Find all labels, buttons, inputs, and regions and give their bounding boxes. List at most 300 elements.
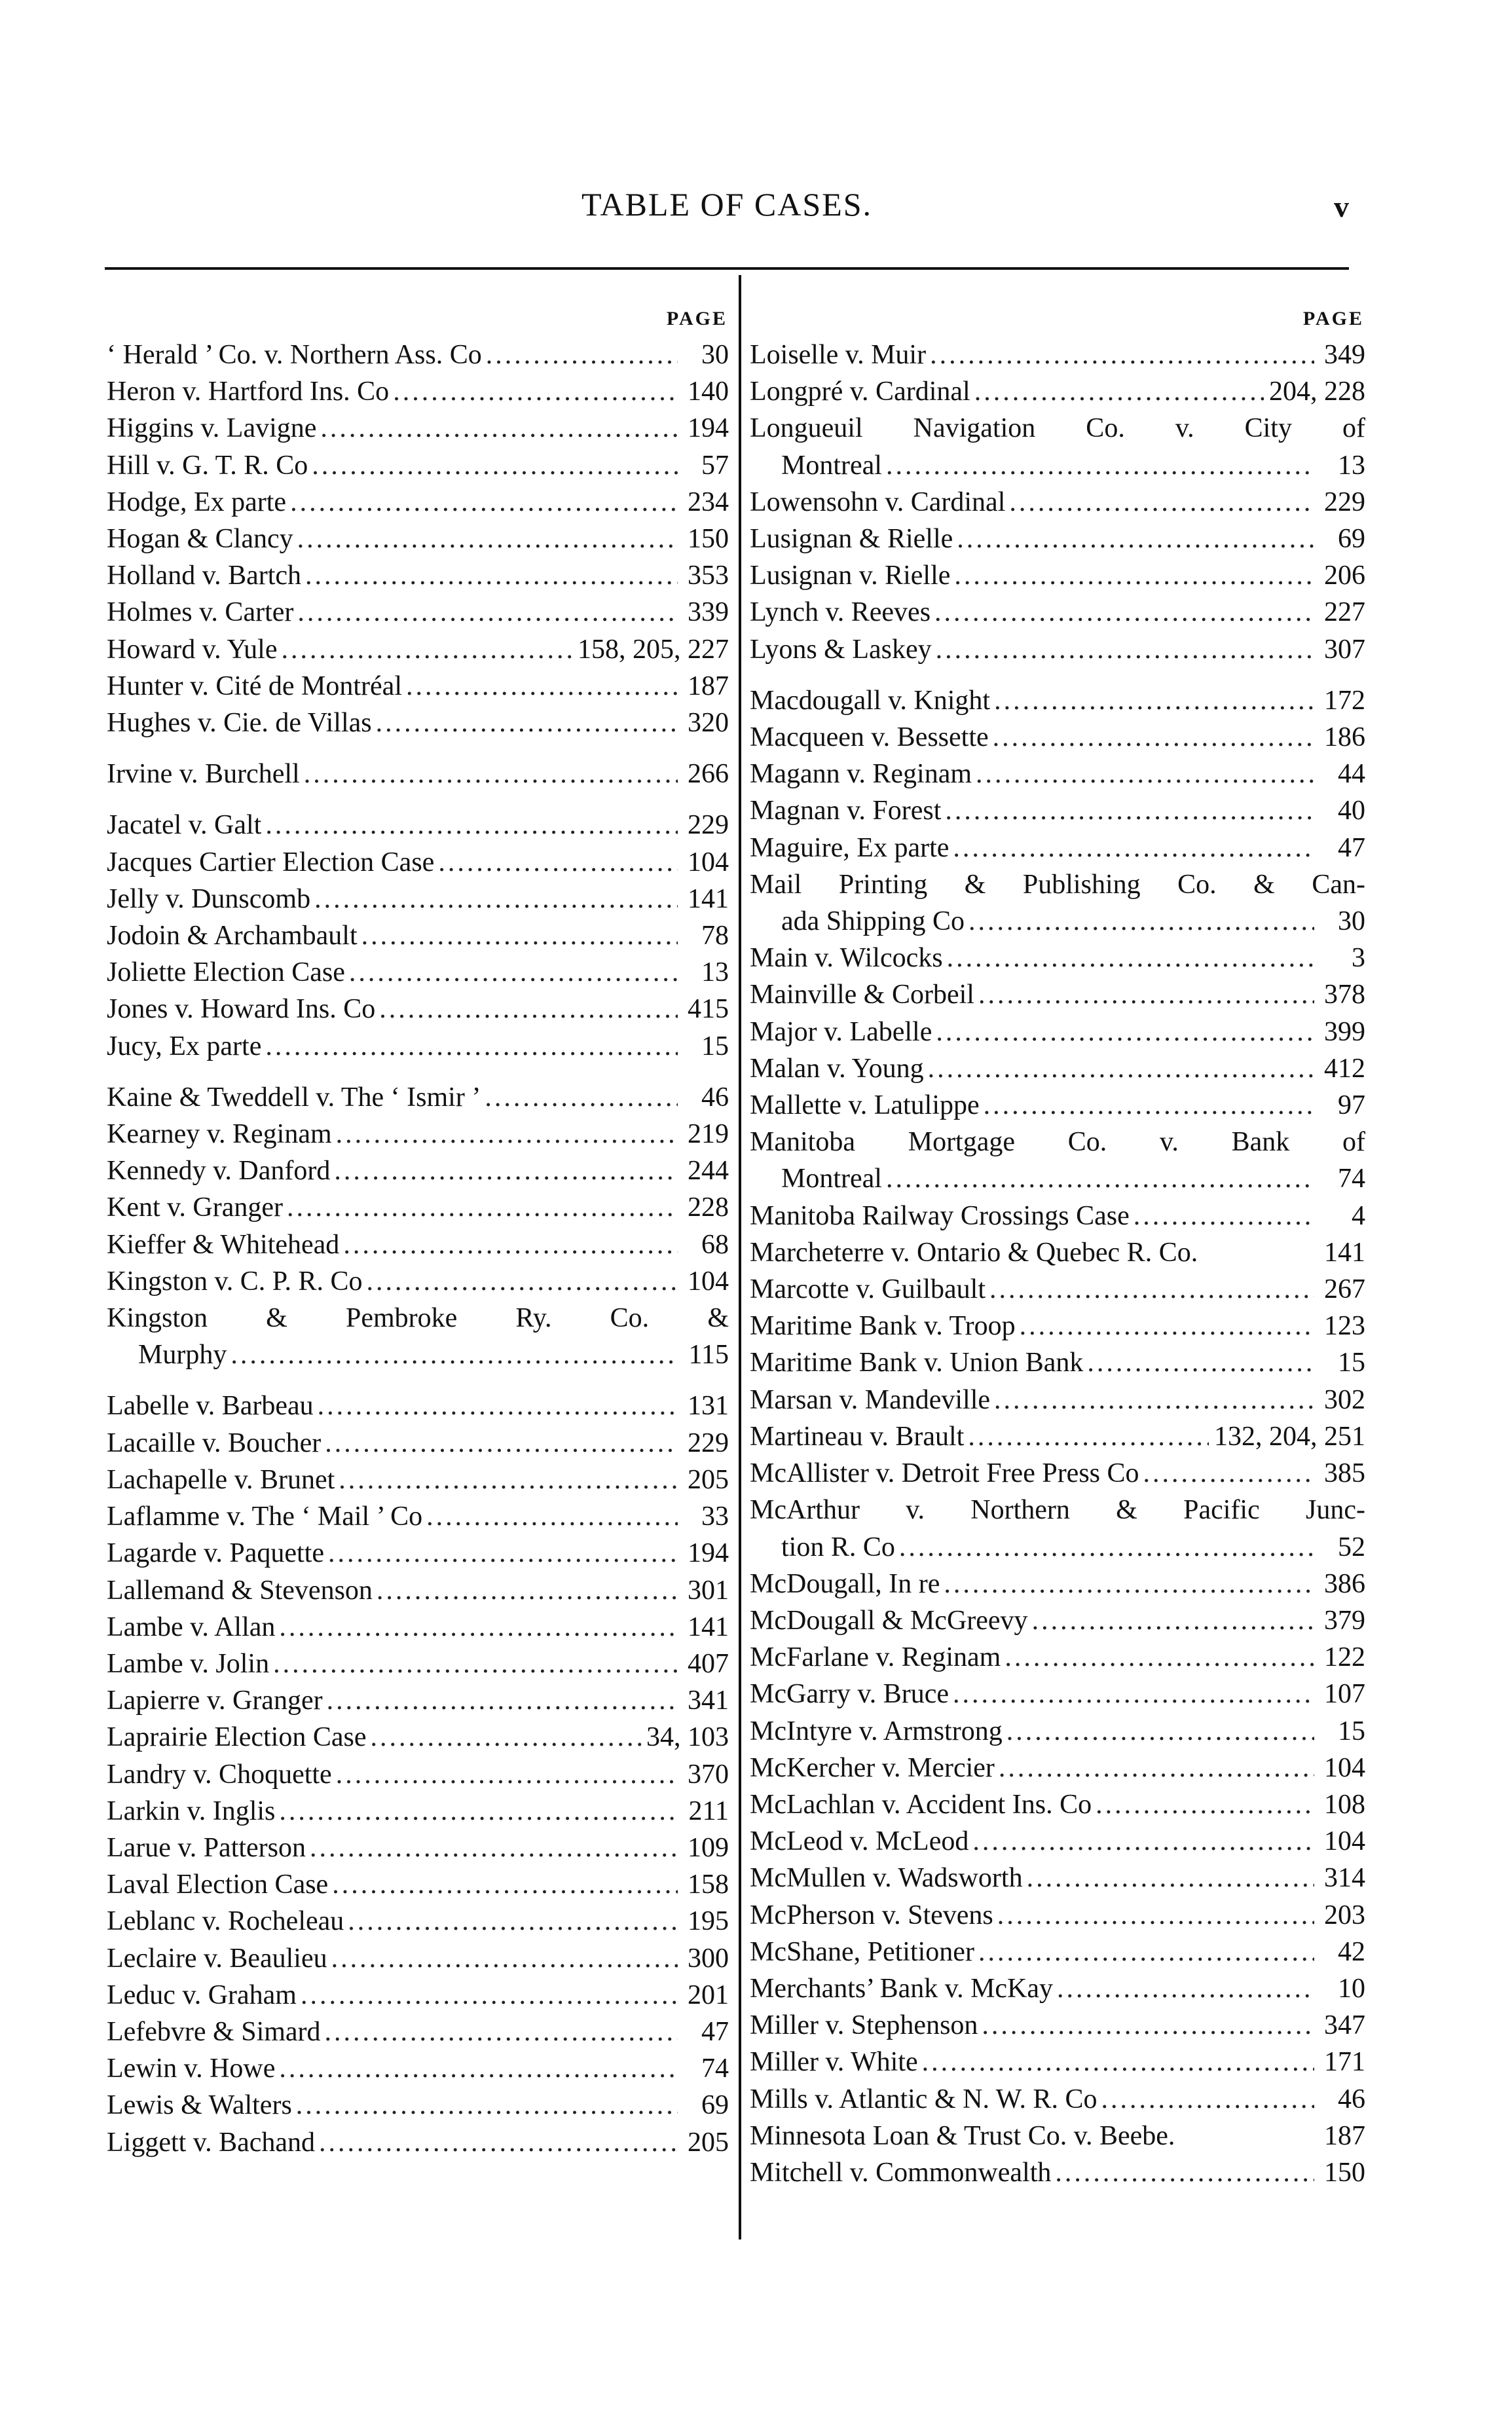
case-name: Lusignan v. Rielle: [750, 561, 951, 591]
case-name: McLeod v. McLeod: [750, 1826, 969, 1857]
case-page-number: 13: [1338, 450, 1365, 481]
case-page-number: 115: [688, 1340, 729, 1371]
case-page-number: 13: [701, 957, 729, 988]
case-name: Jacatel v. Galt: [107, 810, 262, 841]
dot-leader: [886, 1160, 1314, 1197]
case-entry: [750, 1382, 1365, 1418]
case-name: Jones v. Howard Ins. Co: [107, 994, 376, 1025]
case-page-number: 57: [701, 450, 729, 481]
dot-leader: [349, 954, 678, 991]
dot-leader: [273, 1646, 678, 1682]
section-gap: [107, 1373, 729, 1388]
dot-leader: [301, 1977, 678, 2014]
dot-leader: [982, 2007, 1314, 2044]
case-entry: [107, 2050, 729, 2087]
dot-leader: [279, 1793, 678, 1830]
case-name: Macqueen v. Bessette: [750, 722, 989, 753]
case-page-number: 15: [701, 1031, 729, 1061]
case-page-number: 229: [688, 810, 729, 841]
dot-leader: [327, 1682, 678, 1719]
case-entry: [107, 1152, 729, 1189]
case-page-number: 104: [688, 1266, 729, 1297]
right-column: [750, 308, 1365, 2191]
case-entry: [750, 682, 1365, 719]
dot-leader: [438, 844, 678, 881]
case-entry: [750, 1308, 1365, 1344]
case-name: Manitoba Railway Crossings Case: [750, 1200, 1130, 1231]
case-name: Jodoin & Archambault: [107, 921, 358, 951]
case-page-number: 150: [1324, 2157, 1365, 2188]
case-page-number: 370: [688, 1759, 729, 1790]
case-entry: [750, 719, 1365, 756]
dot-leader: [279, 1609, 678, 1646]
case-entry: [750, 1455, 1365, 1492]
case-page-number: 141: [688, 883, 729, 914]
dot-leader: [367, 1263, 678, 1300]
case-name: Leclaire v. Beaulieu: [107, 1943, 327, 1974]
case-entry: [107, 1977, 729, 2014]
case-entry: [107, 1866, 729, 1903]
case-entry: [107, 954, 729, 991]
case-page-number: 34, 103: [646, 1722, 729, 1753]
case-name: McGarry v. Bruce: [750, 1679, 949, 1710]
case-name: Lapierre v. Granger: [107, 1685, 323, 1716]
case-entry: [107, 2014, 729, 2050]
case-entry: [750, 1823, 1365, 1860]
case-entry: [750, 1087, 1365, 1124]
case-name: tion R. Co: [781, 1532, 895, 1562]
case-name: Leblanc v. Rocheleau: [107, 1906, 344, 1937]
case-entry: [107, 594, 729, 631]
dot-leader: [265, 807, 678, 843]
case-page-number: 78: [701, 921, 729, 951]
dot-leader: [968, 1418, 1209, 1455]
case-name: Labelle v. Barbeau: [107, 1391, 314, 1422]
dot-leader: [485, 1079, 678, 1116]
case-page-number: 386: [1324, 1568, 1365, 1599]
dot-leader: [994, 682, 1314, 719]
dot-leader: [279, 2050, 678, 2087]
dot-leader: [265, 1028, 678, 1065]
dot-leader: [1057, 1970, 1314, 2007]
case-name: Leduc v. Graham: [107, 1980, 297, 2010]
dot-leader: [936, 1014, 1314, 1050]
case-name: McIntyre v. Armstrong: [750, 1716, 1003, 1746]
dot-leader: [1143, 1455, 1314, 1492]
case-page-number: 244: [688, 1156, 729, 1187]
dot-leader: [989, 1271, 1314, 1308]
case-name: Lachapelle v. Brunet: [107, 1464, 335, 1495]
case-page-number: 194: [688, 1538, 729, 1569]
dot-leader: [332, 1866, 678, 1903]
column-divider: [739, 275, 741, 2239]
case-page-number: 320: [688, 708, 729, 739]
page-header: [105, 185, 1349, 231]
dot-leader: [325, 1425, 678, 1462]
case-page-number: 3: [1352, 943, 1365, 974]
case-page-number: 150: [688, 524, 729, 555]
case-page-number: 158, 205, 227: [578, 634, 729, 665]
case-entry: [750, 1050, 1365, 1087]
case-name: Maritime Bank v. Troop: [750, 1311, 1016, 1342]
case-page-number: 122: [1324, 1642, 1365, 1673]
case-name: Minnesota Loan & Trust Co. v. Beebe.: [750, 2120, 1175, 2151]
case-page-number: 195: [688, 1906, 729, 1937]
case-entry: [750, 830, 1365, 866]
case-name: Maritime Bank v. Union Bank: [750, 1348, 1084, 1378]
case-name: Kingston v. C. P. R. Co: [107, 1266, 363, 1297]
dot-leader: [930, 337, 1314, 373]
dot-leader: [899, 1529, 1314, 1566]
case-name: Montreal: [781, 450, 882, 481]
section-gap: [750, 668, 1365, 682]
section-gap: [107, 741, 729, 756]
case-page-number: 171: [1324, 2047, 1365, 2078]
case-name: Main v. Wilcocks: [750, 943, 943, 974]
dot-leader: [1101, 2081, 1315, 2118]
case-name: Mainville & Corbeil: [750, 980, 974, 1010]
case-name: Malan v. Young: [750, 1053, 924, 1084]
dot-leader: [936, 631, 1314, 668]
right-column-page-label: PAGE: [1302, 308, 1364, 329]
dot-leader: [393, 373, 678, 410]
case-page-number: 68: [701, 1229, 729, 1260]
case-name: Lusignan & Rielle: [750, 524, 953, 555]
case-entry: [750, 1970, 1365, 2007]
case-entry: [107, 1646, 729, 1682]
dot-leader: [361, 917, 678, 954]
case-page-number: 205: [688, 2127, 729, 2158]
case-name: Longpré v. Cardinal: [750, 377, 970, 407]
dot-leader: [406, 668, 678, 705]
dot-leader: [1006, 1713, 1314, 1750]
dot-leader: [993, 719, 1314, 756]
dot-leader: [312, 447, 678, 484]
case-name: Lowensohn v. Cardinal: [750, 487, 1006, 517]
dot-leader: [334, 1152, 678, 1189]
case-name: Laval Election Case: [107, 1870, 329, 1900]
case-entry: [107, 1535, 729, 1572]
case-entry: [750, 373, 1365, 410]
case-entry: [750, 866, 1365, 903]
case-page-number: 104: [1324, 1752, 1365, 1783]
dot-leader: [978, 976, 1314, 1013]
case-name: Montreal: [781, 1164, 882, 1194]
case-page-number: 353: [688, 561, 729, 591]
case-page-number: 69: [1338, 524, 1365, 555]
page-title: TABLE OF CASES.: [581, 186, 873, 223]
dot-leader: [320, 410, 678, 447]
case-entry: [107, 1756, 729, 1793]
dot-leader: [976, 756, 1314, 792]
case-entry: [107, 991, 729, 1027]
case-entry: [750, 410, 1365, 447]
case-name: Lambe v. Jolin: [107, 1648, 270, 1679]
dot-leader: [1032, 1602, 1314, 1639]
case-entry: [750, 1014, 1365, 1050]
case-page-number: 219: [688, 1119, 729, 1150]
dot-leader: [1005, 1639, 1314, 1676]
dot-leader: [1020, 1308, 1314, 1344]
case-page-number: 69: [701, 2090, 729, 2121]
case-page-number: 104: [688, 847, 729, 877]
case-page-number: 201: [688, 1980, 729, 2010]
case-page-number: 204, 228: [1269, 377, 1365, 407]
dot-leader: [377, 1572, 678, 1609]
dot-leader: [348, 1903, 678, 1940]
case-entry: [107, 1793, 729, 1830]
case-entry: [750, 903, 1365, 940]
case-entry: [107, 1226, 729, 1263]
case-entry: [107, 1300, 729, 1336]
dot-leader: [287, 1189, 678, 1226]
case-name: Lacaille v. Boucher: [107, 1428, 322, 1458]
case-page-number: 172: [1324, 685, 1365, 716]
case-entry: [750, 976, 1365, 1013]
case-page-number: 349: [1324, 340, 1365, 370]
case-entry: [107, 1572, 729, 1609]
case-page-number: 15: [1338, 1716, 1365, 1746]
dot-leader: [318, 1388, 678, 1424]
case-name: Liggett v. Bachand: [107, 2127, 316, 2158]
case-entry: [750, 594, 1365, 631]
dot-leader: [486, 337, 678, 373]
dot-leader: [282, 631, 573, 668]
case-page-number: 415: [688, 994, 729, 1025]
case-page-number: 301: [688, 1575, 729, 1606]
case-name: McAllister v. Detroit Free Press Co: [750, 1458, 1139, 1489]
case-page-number: 109: [688, 1832, 729, 1863]
section-gap: [107, 792, 729, 807]
case-name: Kent v. Granger: [107, 1192, 284, 1223]
case-name: Jacques Cartier Election Case: [107, 847, 435, 877]
case-page-number: 266: [688, 759, 729, 790]
header-rule: [105, 267, 1349, 270]
case-page-number: 194: [688, 413, 729, 444]
left-column-page-label: PAGE: [666, 308, 728, 329]
dot-leader: [974, 373, 1264, 410]
case-entry: [107, 1609, 729, 1646]
dot-leader: [1134, 1198, 1314, 1234]
dot-leader: [997, 1897, 1314, 1934]
case-name: Mallette v. Latulippe: [750, 1090, 980, 1121]
case-entry: [107, 1462, 729, 1498]
case-entry: [750, 1934, 1365, 1970]
case-name: Kennedy v. Danford: [107, 1156, 331, 1187]
case-name: Martineau v. Brault: [750, 1421, 965, 1452]
case-name: McArthur v. Northern & Pacific Junc-: [750, 1495, 1365, 1526]
case-entry: [107, 1388, 729, 1424]
case-entry: [107, 557, 729, 594]
case-entry: [107, 1830, 729, 1866]
case-page-number: 52: [1338, 1532, 1365, 1562]
case-page-number: 203: [1324, 1900, 1365, 1930]
case-page-number: 339: [688, 597, 729, 628]
case-entry: [750, 1639, 1365, 1676]
case-name: Kearney v. Reginam: [107, 1119, 332, 1150]
dot-leader: [297, 521, 678, 557]
case-name: Mills v. Atlantic & N. W. R. Co: [750, 2084, 1097, 2114]
case-entry: [750, 1566, 1365, 1602]
dot-leader: [928, 1050, 1314, 1087]
case-name: McKercher v. Mercier: [750, 1752, 995, 1783]
case-entry: [750, 1676, 1365, 1712]
case-name: Hughes v. Cie. de Villas: [107, 708, 372, 739]
case-entry: [107, 631, 729, 668]
case-page-number: 300: [688, 1943, 729, 1974]
case-name: Magnan v. Forest: [750, 796, 942, 826]
dot-leader: [1009, 484, 1314, 521]
case-page-number: 229: [688, 1428, 729, 1458]
case-name: Lallemand & Stevenson: [107, 1575, 373, 1606]
case-entry: [750, 792, 1365, 829]
case-page-number: 15: [1338, 1348, 1365, 1378]
dot-leader: [953, 830, 1314, 866]
dot-leader: [947, 940, 1314, 976]
case-entry: [750, 2118, 1365, 2154]
case-name: Kingston & Pembroke Ry. Co. &: [107, 1303, 729, 1334]
case-entry: [107, 807, 729, 843]
case-page-number: 107: [1324, 1679, 1365, 1710]
case-entry: [750, 2044, 1365, 2080]
case-entry: [750, 1271, 1365, 1308]
case-page-number: 267: [1324, 1274, 1365, 1305]
page-number: v: [1334, 190, 1349, 223]
dot-leader: [325, 2014, 678, 2050]
case-page-number: 211: [688, 1796, 729, 1826]
case-name: McPherson v. Stevens: [750, 1900, 993, 1930]
right-case-list: [750, 337, 1365, 2191]
case-page-number: 302: [1324, 1384, 1365, 1415]
dot-leader: [957, 521, 1314, 557]
case-entry: [107, 1336, 729, 1373]
dot-leader: [319, 2124, 678, 2161]
case-entry: [107, 1498, 729, 1535]
case-name: Lefebvre & Simard: [107, 2016, 321, 2047]
case-page-number: 399: [1324, 1016, 1365, 1047]
case-page-number: 307: [1324, 634, 1365, 665]
case-page-number: 229: [1324, 487, 1365, 517]
case-name: Laflamme v. The ‘ Mail ’ Co: [107, 1501, 423, 1532]
case-page-number: 141: [1324, 1237, 1365, 1268]
case-name: Major v. Labelle: [750, 1016, 932, 1047]
case-name: Mitchell v. Commonwealth: [750, 2157, 1052, 2188]
case-entry: [107, 1719, 729, 1756]
case-name: Lambe v. Allan: [107, 1612, 276, 1642]
case-name: McMullen v. Wadsworth: [750, 1863, 1023, 1894]
case-page-number: 30: [1338, 906, 1365, 937]
case-name: Marcotte v. Guilbault: [750, 1274, 986, 1305]
case-entry: [107, 668, 729, 705]
case-entry: [107, 1425, 729, 1462]
case-page-number: 33: [701, 1501, 729, 1532]
dot-leader: [944, 1566, 1314, 1602]
case-name: Loiselle v. Muir: [750, 340, 927, 370]
left-column: [107, 308, 729, 2161]
case-name: Longueuil Navigation Co. v. City of: [750, 413, 1365, 444]
case-entry: [107, 844, 729, 881]
case-name: Lyons & Laskey: [750, 634, 932, 665]
case-entry: [107, 1116, 729, 1152]
dot-leader: [945, 792, 1314, 829]
case-entry: [107, 2087, 729, 2124]
case-page-number: 206: [1324, 561, 1365, 591]
dot-leader: [954, 557, 1314, 594]
case-page-number: 385: [1324, 1458, 1365, 1489]
dot-leader: [968, 903, 1314, 940]
case-entry: [750, 1344, 1365, 1381]
dot-leader: [379, 991, 678, 1027]
case-name: Joliette Election Case: [107, 957, 345, 988]
dot-leader: [343, 1226, 678, 1263]
case-page-number: 47: [1338, 832, 1365, 863]
dot-leader: [339, 1462, 678, 1498]
case-page-number: 131: [688, 1391, 729, 1422]
case-entry: [107, 373, 729, 410]
case-page-number: 74: [701, 2054, 729, 2084]
case-entry: [750, 1198, 1365, 1234]
case-name: Miller v. White: [750, 2047, 918, 2078]
case-page-number: 186: [1324, 722, 1365, 753]
case-entry: [750, 631, 1365, 668]
dot-leader: [297, 594, 678, 631]
case-page-number: 108: [1324, 1789, 1365, 1820]
dot-leader: [290, 484, 678, 521]
case-page-number: 42: [1338, 1936, 1365, 1967]
case-name: Miller v. Stephenson: [750, 2010, 978, 2041]
case-entry: [107, 484, 729, 521]
case-entry: [750, 2007, 1365, 2044]
case-entry: [750, 2154, 1365, 2191]
case-page-number: 123: [1324, 1311, 1365, 1342]
case-entry: [750, 756, 1365, 792]
dot-leader: [230, 1336, 678, 1373]
dot-leader: [305, 557, 678, 594]
case-entry: [750, 1897, 1365, 1934]
case-page-number: 46: [1338, 2084, 1365, 2114]
case-name: Lynch v. Reeves: [750, 597, 931, 628]
case-name: McDougall, In re: [750, 1568, 940, 1599]
case-name: Merchants’ Bank v. McKay: [750, 1973, 1054, 2004]
case-name: Magann v. Reginam: [750, 759, 972, 790]
case-page-number: 158: [688, 1870, 729, 1900]
case-entry: [750, 1713, 1365, 1750]
case-page-number: 314: [1324, 1863, 1365, 1894]
dot-leader: [1055, 2154, 1314, 2191]
case-page-number: 141: [688, 1612, 729, 1642]
case-page-number: 341: [688, 1685, 729, 1716]
case-page-number: 132, 204, 251: [1214, 1421, 1365, 1452]
case-page-number: 379: [1324, 1605, 1365, 1636]
case-name: Murphy: [138, 1340, 227, 1371]
case-page-number: 4: [1352, 1200, 1365, 1231]
dot-leader: [370, 1719, 641, 1756]
case-entry: [107, 1079, 729, 1116]
dot-leader: [922, 2044, 1314, 2080]
case-name: Hill v. G. T. R. Co: [107, 450, 308, 481]
case-entry: [107, 410, 729, 447]
dot-leader: [1027, 1860, 1314, 1896]
case-entry: [107, 1189, 729, 1226]
case-entry: [107, 756, 729, 792]
dot-leader: [984, 1087, 1314, 1124]
case-name: Mail Printing & Publishing Co. & Can-: [750, 869, 1365, 900]
case-entry: [750, 940, 1365, 976]
case-name: Manitoba Mortgage Co. v. Bank of: [750, 1127, 1365, 1158]
dot-leader: [886, 447, 1314, 484]
case-entry: [750, 1750, 1365, 1786]
case-page-number: 234: [688, 487, 729, 517]
